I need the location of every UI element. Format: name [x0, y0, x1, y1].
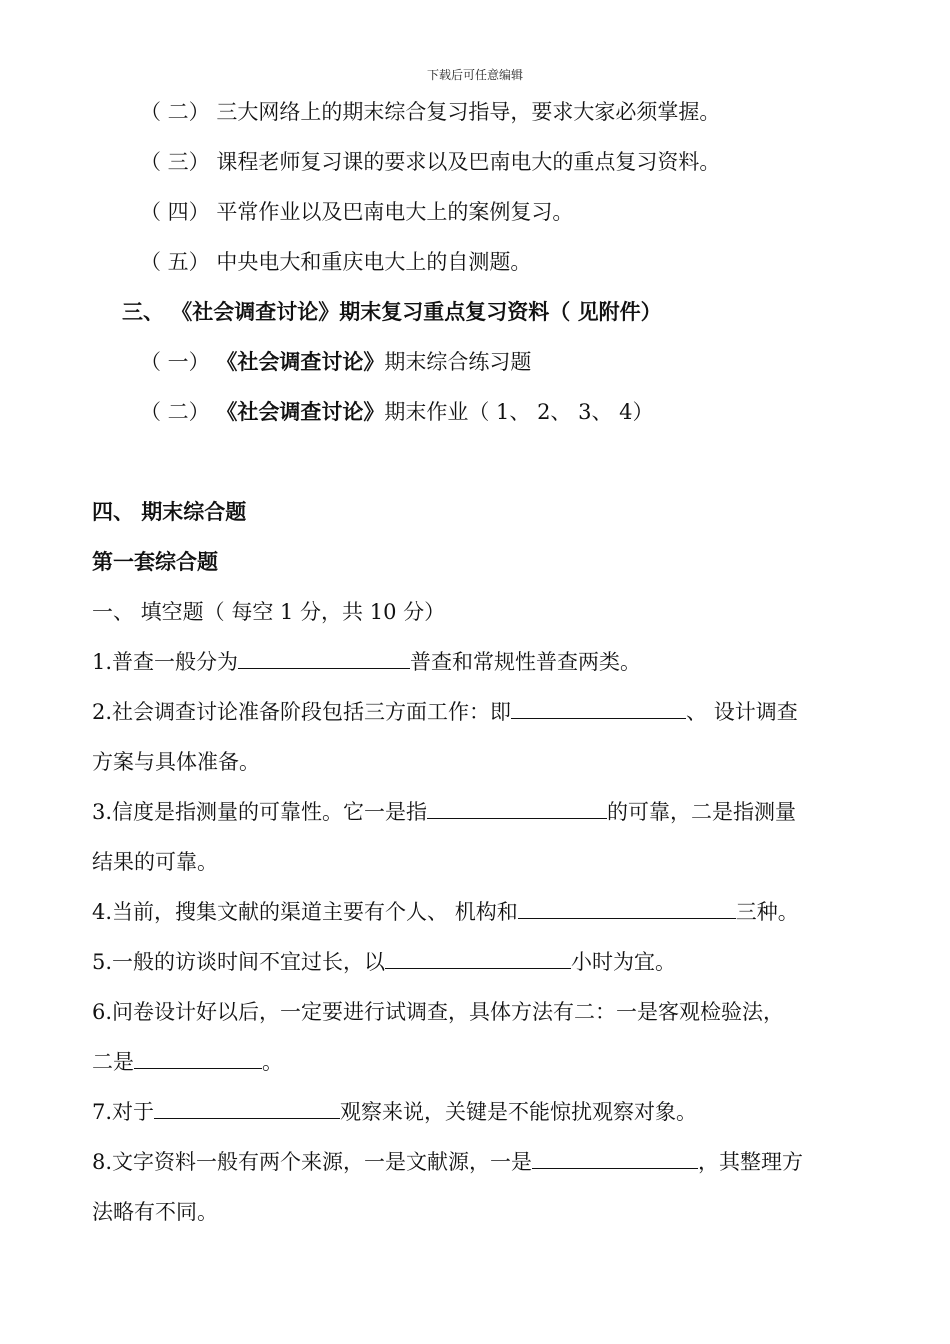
- question-text: 观察来说，关键是不能惊扰观察对象。: [340, 1100, 698, 1124]
- question-text: 4.当前，搜集文献的渠道主要有个人、 机构和: [92, 900, 518, 924]
- question-2-cont: 方案与具体准备。: [92, 750, 260, 774]
- question-text: 的可靠，二是指测量: [607, 800, 797, 824]
- question-7: [92, 1098, 872, 1126]
- answer-blank[interactable]: [238, 648, 410, 669]
- item-book-title: 《社会调查讨论》: [216, 350, 385, 374]
- item-book-title: 《社会调查讨论》: [216, 400, 385, 424]
- question-text: 、 设计调查: [686, 700, 798, 724]
- item-text: 期末综合练习题: [384, 350, 532, 374]
- question-4: [92, 898, 872, 926]
- question-text: 二是: [92, 1050, 134, 1074]
- review-item-2: （ 二） 三大网络上的期末综合复习指导，要求大家必须掌握。: [140, 100, 721, 124]
- question-2: [92, 698, 872, 726]
- part1-title: 一、 填空题（ 每空 1 分，共 10 分）: [92, 600, 446, 624]
- review-item-4: （ 四） 平常作业以及巴南电大上的案例复习。: [140, 200, 574, 224]
- question-3: [92, 798, 872, 826]
- question-text: 5.一般的访谈时间不宜过长，以: [92, 950, 386, 974]
- question-8-cont: 法略有不同。: [92, 1200, 218, 1224]
- question-6-cont: [92, 1048, 872, 1076]
- answer-blank[interactable]: [134, 1048, 262, 1069]
- answer-blank[interactable]: [518, 898, 736, 919]
- question-6: 6.问卷设计好以后，一定要进行试调查，具体方法有二：一是客观检验法，: [92, 1000, 785, 1024]
- question-text: 。: [262, 1050, 283, 1074]
- item-prefix: （ 二）: [140, 400, 217, 424]
- question-text: 8.文字资料一般有两个来源，一是文献源，一是: [92, 1150, 533, 1174]
- page-header: 下载后可任意编辑: [426, 68, 523, 82]
- review-item-3: （ 三） 课程老师复习课的要求以及巴南电大的重点复习资料。: [140, 150, 721, 174]
- section3-item-1: [140, 348, 920, 376]
- section4-subtitle: 第一套综合题: [92, 550, 218, 574]
- question-5: [92, 948, 872, 976]
- question-text: ，其整理方: [698, 1150, 804, 1174]
- review-item-5: （ 五） 中央电大和重庆电大上的自测题。: [140, 250, 532, 274]
- item-text: 期末作业（ 1、 2、 3、 4）: [384, 400, 654, 424]
- answer-blank[interactable]: [532, 1148, 698, 1169]
- section4-title: 四、 期末综合题: [92, 500, 247, 524]
- question-text: 普查和常规性普查两类。: [410, 650, 642, 674]
- section3-item-2: [140, 398, 920, 426]
- item-prefix: （ 一）: [140, 350, 217, 374]
- answer-blank[interactable]: [385, 948, 571, 969]
- section3-title: 三、 《社会调查讨论》期末复习重点复习资料（ 见附件）: [122, 300, 662, 324]
- question-text: 1.普查一般分为: [92, 650, 239, 674]
- question-3-cont: 结果的可靠。: [92, 850, 218, 874]
- question-text: 7.对于: [92, 1100, 155, 1124]
- question-text: 三种。: [735, 900, 799, 924]
- question-1: [92, 648, 872, 676]
- answer-blank[interactable]: [427, 798, 607, 819]
- answer-blank[interactable]: [154, 1098, 340, 1119]
- question-text: 小时为宜。: [571, 950, 677, 974]
- question-8: [92, 1148, 872, 1176]
- question-text: 3.信度是指测量的可靠性。它一是指: [92, 800, 428, 824]
- answer-blank[interactable]: [511, 698, 686, 719]
- question-text: 2.社会调查讨论准备阶段包括三方面工作：即: [92, 700, 512, 724]
